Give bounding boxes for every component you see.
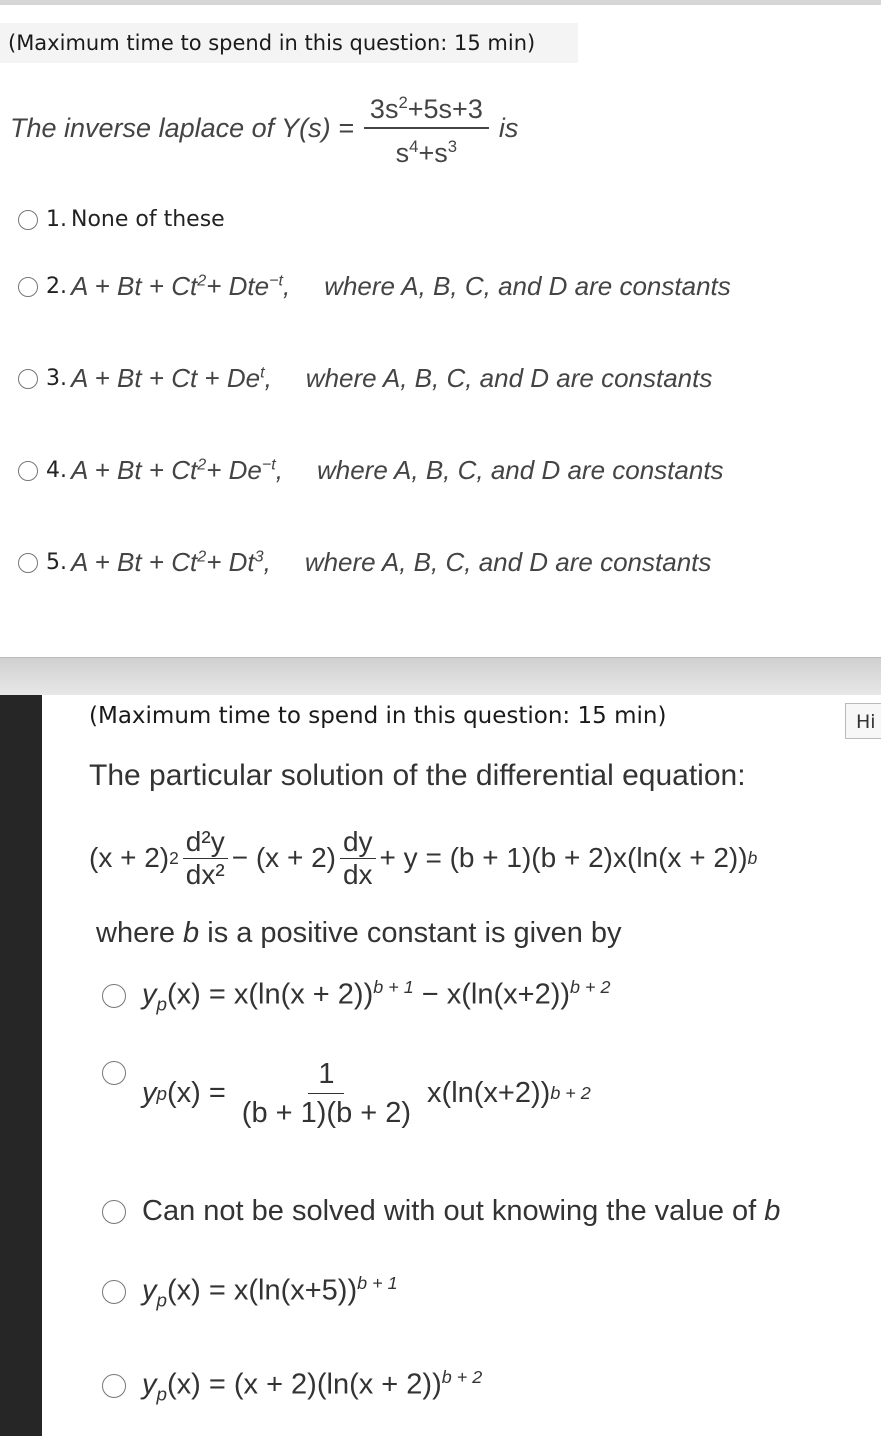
question-suffix: is (498, 112, 519, 143)
expr-a: A + Bt + Ct (71, 547, 198, 577)
comma: , (275, 455, 283, 485)
option-expression (142, 1055, 591, 1132)
exp-a: 2 (197, 271, 207, 290)
option-number: 4. (46, 458, 67, 483)
expr-body: (x) = (166, 1077, 226, 1109)
where-prefix: where (96, 917, 184, 949)
fraction-numerator: dy (340, 826, 376, 859)
option-number: 2. (46, 274, 67, 299)
expr-y: y (142, 978, 157, 1011)
option-5[interactable] (18, 547, 711, 578)
exp-b: −t (261, 455, 276, 474)
radio-button[interactable] (102, 1200, 126, 1224)
expr-a: A + Bt + Ct (71, 271, 198, 301)
fraction-numerator: d²y (183, 826, 228, 859)
expr-exp-1: b + 1 (357, 1273, 398, 1293)
eq-term-3: + y = (b + 1)(b + 2)x(ln(x + 2)) (379, 842, 748, 873)
screenshot-divider (0, 657, 881, 696)
fraction-denominator: (b + 1)(b + 2) (241, 1097, 412, 1129)
option-expression (142, 977, 611, 1015)
option-condition: where A, B, C, and D are constants (304, 547, 712, 577)
radio-button[interactable] (102, 1061, 126, 1085)
expr-y: y (142, 1274, 157, 1307)
eq-fraction-1 (183, 826, 228, 891)
expr-tail: x(ln(x+2)) (427, 1077, 551, 1109)
option-number: 5. (46, 550, 67, 575)
exp-a: 2 (197, 547, 207, 566)
option-condition: where A, B, C, and D are constants (305, 363, 713, 393)
den-a: s (395, 138, 410, 168)
expr-sub: p (156, 993, 167, 1015)
option-2[interactable] (18, 271, 731, 302)
dark-sidebar (0, 695, 42, 1436)
expr-exp-2: b + 2 (570, 977, 611, 997)
expr-sub: p (156, 1383, 167, 1405)
option-condition: where A, B, C, and D are constants (324, 271, 731, 301)
question-fraction (364, 85, 489, 171)
exp-b: −t (269, 271, 283, 290)
expr-tail: − x(ln(x+2)) (413, 978, 571, 1011)
eq-term-1-exp: 2 (169, 847, 179, 868)
fraction-denominator: dx (342, 858, 373, 890)
option-condition: where A, B, C, and D are constants (316, 455, 724, 485)
option-text (142, 1195, 780, 1228)
question-text (10, 83, 518, 173)
expr-body: (x) = (x + 2)(ln(x + 2)) (166, 1368, 442, 1401)
num-exp: 2 (398, 93, 408, 112)
option-c[interactable] (102, 1195, 780, 1228)
fraction-numerator: 1 (308, 1055, 344, 1094)
den-b: +s (418, 138, 448, 168)
expr-exp-2: b + 2 (550, 1083, 591, 1103)
expr-sub: p (156, 1289, 167, 1311)
question-panel-2 (42, 695, 881, 1436)
num-rest: +5s+3 (407, 94, 483, 124)
option-text: None of these (71, 207, 225, 232)
radio-button[interactable] (18, 461, 38, 481)
option-expression (71, 363, 272, 394)
exp-b: 3 (254, 547, 264, 566)
where-suffix: is a positive constant is given by (199, 917, 622, 949)
expr-b: + Dte (206, 271, 270, 301)
option-d[interactable] (102, 1273, 398, 1311)
option-e[interactable] (102, 1367, 482, 1405)
expr-y: y (142, 1368, 157, 1401)
option-3[interactable] (18, 363, 712, 394)
expr-a: A + Bt + Ct (71, 455, 198, 485)
option-4[interactable] (18, 455, 724, 486)
num-base: 3s (369, 94, 399, 124)
option-1[interactable] (18, 207, 225, 232)
option-expression (71, 271, 290, 302)
where-var: b (183, 917, 200, 949)
eq-fraction-2 (340, 826, 376, 891)
hint-button[interactable]: Hi (845, 703, 881, 739)
where-clause (96, 917, 622, 950)
expr-body: (x) = x(ln(x+5)) (166, 1274, 358, 1307)
question-panel-1 (0, 5, 881, 657)
radio-button[interactable] (18, 210, 38, 230)
comma: , (263, 547, 271, 577)
expr-body: (x) = x(ln(x + 2)) (166, 978, 374, 1011)
radio-button[interactable] (102, 1374, 126, 1398)
time-note: (Maximum time to spend in this question: 15 min) (0, 23, 578, 63)
eq-term-3-exp: b (747, 847, 758, 868)
radio-button[interactable] (18, 553, 38, 573)
eq-term-2: − (x + 2) (231, 842, 336, 873)
radio-button[interactable] (18, 369, 38, 389)
option-text-body: Can not be solved with out knowing the value of (142, 1195, 765, 1227)
expr-y: y (142, 1077, 157, 1109)
expr-sub: p (156, 1082, 167, 1104)
differential-equation (89, 813, 757, 903)
den-b-exp: 3 (447, 137, 458, 156)
option-fraction (232, 1055, 421, 1132)
expr-b: + Dt (206, 547, 255, 577)
fraction-numerator (364, 85, 489, 129)
question-text: The particular solution of the differential equation: (89, 759, 746, 792)
option-number: 3. (46, 366, 67, 391)
option-expression (71, 547, 271, 578)
expr-exp-1: b + 1 (373, 977, 414, 997)
option-b[interactable] (102, 1055, 591, 1132)
radio-button[interactable] (102, 1280, 126, 1304)
den-a-exp: 4 (409, 137, 419, 156)
expr-exp-1: b + 2 (441, 1367, 483, 1387)
radio-button[interactable] (18, 277, 38, 297)
time-note: (Maximum time to spend in this question: 15 min) (89, 703, 667, 729)
exp-a: 2 (197, 455, 207, 474)
eq-term-1: (x + 2) (89, 842, 170, 873)
expr-a: A + Bt + Ct + De (71, 363, 261, 393)
option-number: 1. (46, 207, 67, 232)
option-a[interactable] (102, 977, 611, 1015)
option-expression (142, 1273, 398, 1311)
option-expression (142, 1367, 482, 1405)
option-var: b (764, 1195, 781, 1227)
comma: , (264, 363, 272, 393)
fraction-denominator (390, 129, 463, 171)
comma: , (282, 271, 291, 301)
exp-a: t (260, 363, 265, 382)
radio-button[interactable] (102, 984, 126, 1008)
option-expression (71, 455, 283, 486)
expr-b: + De (206, 455, 262, 485)
fraction-denominator: dx² (185, 858, 225, 890)
question-prefix: The inverse laplace of Y(s) = (10, 112, 354, 143)
